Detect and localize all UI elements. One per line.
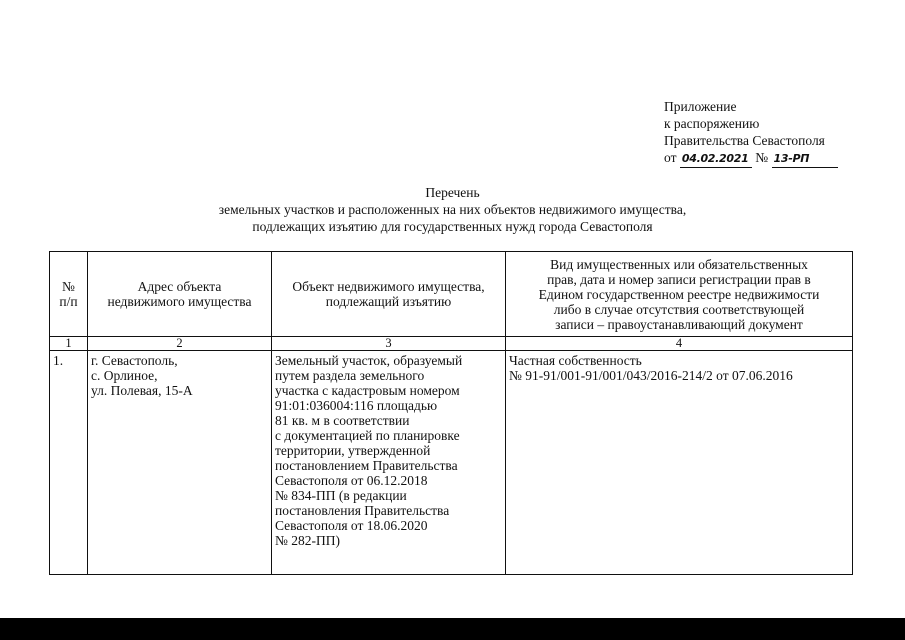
document-subtitle-line-2: подлежащих изъятию для государственных нужд города Севастополя xyxy=(252,219,653,234)
column-number-row xyxy=(50,337,853,351)
document-subtitle-line-1: земельных участков и расположенных на них объектов недвижимого имущества, xyxy=(218,202,687,217)
scan-bottom-border xyxy=(0,618,905,640)
appendix-line-1: Приложение xyxy=(664,99,737,114)
column-number-3: 3 xyxy=(272,337,506,351)
column-number-1: 1 xyxy=(50,337,88,351)
row-object: Земельный участок, образуемый путем раздела земельного участка с кадастровым номером 91:01:036004:116 площадью 81 кв. м в соответствии с документацией по планировке территории, утвержденной постановлением Правительства Севастополя от 06.12.2018 № 834-ПП (в редакции постановления Правительства Севастополя от 18.06.2020 № 282-ПП) xyxy=(272,351,506,575)
table-header-row xyxy=(50,252,853,337)
header-number: № п/п xyxy=(50,252,88,337)
header-rights: Вид имущественных или обязательственных прав, дата и номер записи регистрации прав в Едином государственном реестре недвижимости либо в случае отсутствия соответствующей записи – правоустанавливающий документ xyxy=(506,252,853,337)
appendix-line-3: Правительства Севастополя xyxy=(664,133,825,148)
appendix-block xyxy=(664,98,864,168)
handwritten-number: 13-РП xyxy=(772,150,838,168)
appendix-line-2: к распоряжению xyxy=(664,116,760,131)
header-object: Объект недвижимого имущества, подлежащий изъятию xyxy=(272,252,506,337)
appendix-date-line xyxy=(664,149,864,168)
document-heading xyxy=(0,184,905,235)
row-rights: Частная собственность № 91-91/001-91/001/043/2016-214/2 от 07.06.2016 xyxy=(506,351,853,575)
handwritten-date: 04.02.2021 xyxy=(680,150,752,168)
row-address: г. Севастополь, с. Орлиное, ул. Полевая, 15-А xyxy=(88,351,272,575)
property-table xyxy=(49,251,853,575)
column-number-4: 4 xyxy=(506,337,853,351)
document-title: Перечень xyxy=(425,185,480,200)
table-row xyxy=(50,351,853,575)
header-address: Адрес объекта недвижимого имущества xyxy=(88,252,272,337)
number-prefix: № xyxy=(755,150,769,165)
column-number-2: 2 xyxy=(88,337,272,351)
row-number: 1. xyxy=(50,351,88,575)
date-prefix: от xyxy=(664,150,677,165)
